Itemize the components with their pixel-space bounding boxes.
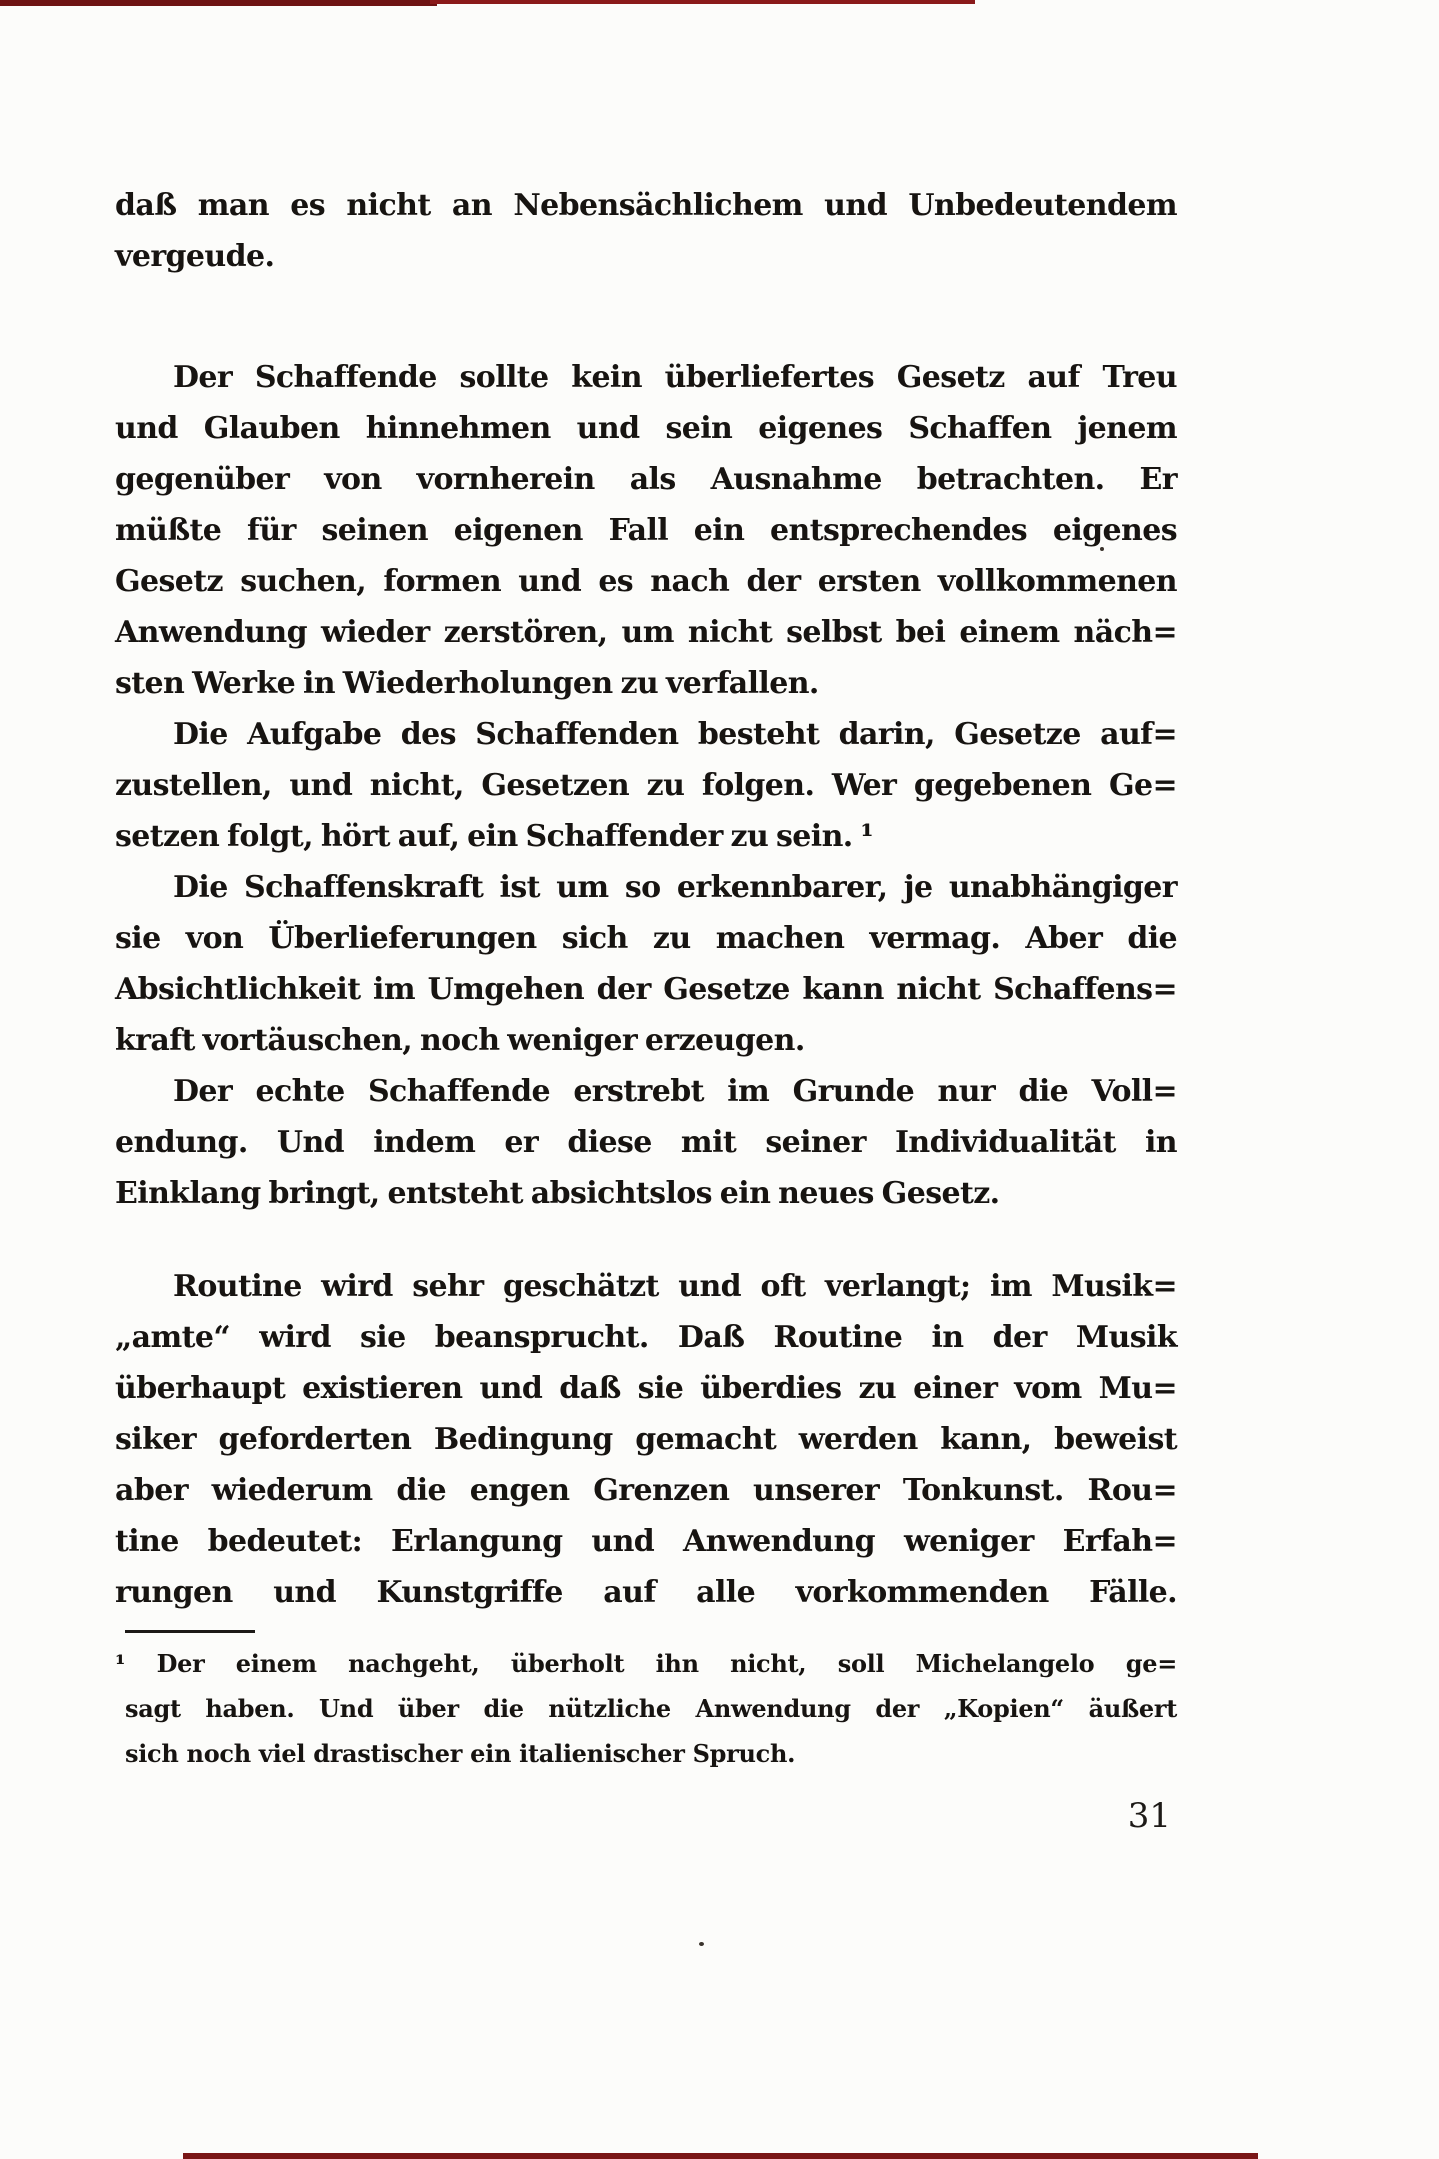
text-line: sten Werke in Wiederholungen zu verfallen. [115, 666, 819, 701]
text-line: Der Schaffende sollte kein überliefertes Gesetz auf Treu [173, 360, 1177, 395]
footnote [115, 1641, 1177, 1776]
paragraph [115, 1261, 1177, 1618]
text-line: „amte“ wird sie beansprucht. Daß Routine in der Musik [115, 1320, 1177, 1355]
paragraph [115, 352, 1177, 709]
text-line: Gesetz suchen, formen und es nach der ersten vollkommenen [115, 564, 1177, 599]
text-line: kraft vortäuschen, noch weniger erzeugen. [115, 1023, 805, 1058]
text-line: siker geforderten Bedingung gemacht werden kann, beweist [115, 1422, 1177, 1457]
text-line: überhaupt existieren und daß sie überdies zu einer vom Mu= [115, 1371, 1177, 1406]
paragraph-gap [115, 282, 1177, 352]
footnote-line: sich noch viel drastischer ein italienischer Spruch. [125, 1739, 796, 1768]
text-line: Einklang bringt, entsteht absichtslos ein neues Gesetz. [115, 1176, 1000, 1211]
text-line: müßte für seinen eigenen Fall ein entsprechendes eigenes [115, 513, 1177, 548]
text-line: tine bedeutet: Erlangung und Anwendung weniger Erfah= [115, 1524, 1177, 1559]
text-line: daß man es nicht an Nebensächlichem und Unbedeutendem [115, 188, 1177, 223]
text-line: endung. Und indem er diese mit seiner Individualität in [115, 1125, 1177, 1160]
footnote-line: ¹ Der einem nachgeht, überholt ihn nicht, soll Michelangelo ge= [115, 1649, 1177, 1678]
text-line: Der echte Schaffende erstrebt im Grunde nur die Voll= [173, 1074, 1177, 1109]
paragraph [115, 862, 1177, 1066]
text-line: Anwendung wieder zerstören, um nicht selbst bei einem näch= [115, 615, 1177, 650]
scan-speck [699, 1942, 704, 1946]
text-line: rungen und Kunstgriffe auf alle vorkommenden Fälle. [115, 1575, 1177, 1610]
page-number: 31 [1127, 1796, 1171, 1836]
text-line: aber wiederum die engen Grenzen unserer Tonkunst. Rou= [115, 1473, 1177, 1508]
paragraph [115, 1066, 1177, 1219]
text-line: Die Schaffenskraft ist um so erkennbarer, je unabhängiger [173, 870, 1177, 905]
text-line: Die Aufgabe des Schaffenden besteht darin, Gesetze auf= [173, 717, 1177, 752]
footnote-line: sagt haben. Und über die nützliche Anwendung der „Kopien“ äußert [125, 1694, 1177, 1723]
text-line: setzen folgt, hört auf, ein Schaffender zu sein. ¹ [115, 819, 874, 854]
scan-edge-artifact-top-right [430, 0, 975, 4]
text-line: vergeude. [115, 239, 275, 274]
text-block [115, 180, 1177, 1836]
paragraph [115, 709, 1177, 862]
scan-edge-artifact-bottom [183, 2153, 1258, 2159]
text-line: sie von Überlieferungen sich zu machen vermag. Aber die [115, 921, 1177, 956]
paragraph-gap [115, 1219, 1177, 1261]
scan-edge-artifact-top-left [0, 0, 437, 6]
paragraph [115, 180, 1177, 282]
footnote-separator-rule [125, 1630, 255, 1633]
text-line: zustellen, und nicht, Gesetzen zu folgen. Wer gegebenen Ge= [115, 768, 1177, 803]
text-line: gegenüber von vornherein als Ausnahme betrachten. Er [115, 462, 1177, 497]
text-line: Absichtlichkeit im Umgehen der Gesetze kann nicht Schaffens= [115, 972, 1177, 1007]
text-line: Routine wird sehr geschätzt und oft verlangt; im Musik= [173, 1269, 1177, 1304]
text-line: und Glauben hinnehmen und sein eigenes Schaffen jenem [115, 411, 1177, 446]
